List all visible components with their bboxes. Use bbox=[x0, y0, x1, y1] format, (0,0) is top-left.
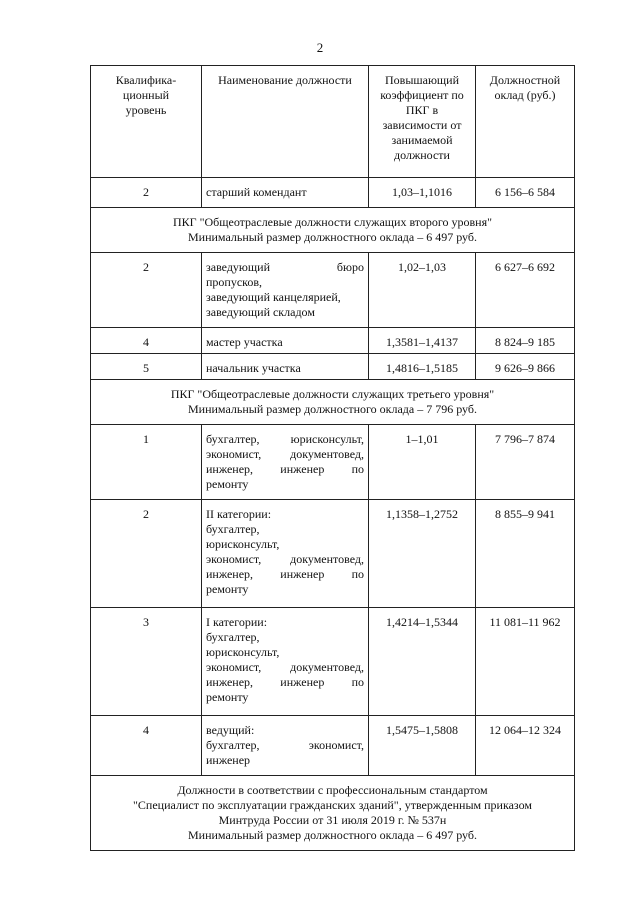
section-text-line: Минимальный размер должностного оклада – 7 796 руб. bbox=[188, 402, 477, 416]
table-row bbox=[91, 425, 575, 500]
header-text-line: ционный bbox=[122, 88, 170, 102]
table-row bbox=[91, 253, 575, 328]
header-text-line: уровень bbox=[125, 103, 167, 117]
qualification-level-cell: 2 bbox=[91, 253, 202, 328]
section-text-line: Минимальный размер должностного оклада – 6 497 руб. bbox=[188, 828, 477, 842]
section-text-line: Минимальный размер должностного оклада – 6 497 руб. bbox=[188, 230, 477, 244]
header-text-line: ПКГ в bbox=[405, 103, 439, 117]
header-qualification-level bbox=[91, 66, 202, 178]
position-name-line: начальник участка bbox=[206, 361, 301, 375]
table-row bbox=[91, 500, 575, 608]
salary-cell: 9 626–9 866 bbox=[476, 354, 575, 380]
position-name-line: инженер bbox=[206, 753, 251, 767]
position-name-line: экономист, документовед, bbox=[206, 447, 364, 461]
section-text-line: "Специалист по эксплуатации гражданских зданий", утвержденным приказом bbox=[133, 798, 532, 812]
salary-cell: 11 081–11 962 bbox=[476, 608, 575, 716]
position-name-line: бухгалтер, bbox=[206, 630, 260, 644]
position-name-cell bbox=[202, 178, 369, 208]
section-title bbox=[91, 208, 575, 253]
header-text-line: Квалифика- bbox=[115, 73, 177, 87]
qualification-level-cell: 4 bbox=[91, 328, 202, 354]
table-row bbox=[91, 354, 575, 380]
header-text-line: оклад (руб.) bbox=[494, 88, 556, 102]
position-name-line: заведующий бюро bbox=[206, 260, 364, 274]
position-name-cell bbox=[202, 608, 369, 716]
salary-cell: 6 156–6 584 bbox=[476, 178, 575, 208]
header-text-line: Повышающий bbox=[384, 73, 459, 87]
position-name-line: юрисконсульт, bbox=[206, 537, 280, 551]
position-name-line: экономист, документовед, bbox=[206, 552, 364, 566]
position-name-line: ремонту bbox=[206, 690, 249, 704]
coefficient-cell: 1,1358–1,2752 bbox=[369, 500, 476, 608]
salary-cell: 8 824–9 185 bbox=[476, 328, 575, 354]
position-name-line: экономист, документовед, bbox=[206, 660, 364, 674]
position-name-cell bbox=[202, 425, 369, 500]
position-name-cell bbox=[202, 253, 369, 328]
section-header-row bbox=[91, 776, 575, 851]
qualification-level-cell: 1 bbox=[91, 425, 202, 500]
header-coefficient bbox=[369, 66, 476, 178]
qualification-level-cell: 2 bbox=[91, 500, 202, 608]
header-text-line: занимаемой bbox=[391, 133, 453, 147]
salary-cell: 12 064–12 324 bbox=[476, 716, 575, 776]
header-text-line: зависимости от bbox=[382, 118, 462, 132]
coefficient-cell: 1,4214–1,5344 bbox=[369, 608, 476, 716]
salary-cell: 7 796–7 874 bbox=[476, 425, 575, 500]
position-name-line: заведующий складом bbox=[206, 305, 315, 319]
position-name-line: мастер участка bbox=[206, 335, 283, 349]
position-name-line: юрисконсульт, bbox=[206, 645, 280, 659]
position-name-line: инженер, инженер по bbox=[206, 462, 364, 476]
coefficient-cell: 1–1,01 bbox=[369, 425, 476, 500]
qualification-level-cell: 2 bbox=[91, 178, 202, 208]
table-row bbox=[91, 328, 575, 354]
salary-cell: 8 855–9 941 bbox=[476, 500, 575, 608]
salary-cell: 6 627–6 692 bbox=[476, 253, 575, 328]
table-header-row bbox=[91, 66, 575, 178]
table-row bbox=[91, 608, 575, 716]
section-text-line: Должности в соответствии с профессиональным стандартом bbox=[177, 783, 488, 797]
position-name-line: старший комендант bbox=[206, 185, 307, 199]
position-name-line: инженер, инженер по bbox=[206, 675, 364, 689]
section-header-row bbox=[91, 208, 575, 253]
section-title bbox=[91, 776, 575, 851]
coefficient-cell: 1,02–1,03 bbox=[369, 253, 476, 328]
header-salary bbox=[476, 66, 575, 178]
position-name-line: ремонту bbox=[206, 477, 249, 491]
section-text-line: ПКГ "Общеотраслевые должности служащих второго уровня" bbox=[172, 215, 493, 229]
salary-table-body bbox=[91, 66, 575, 851]
section-header-row bbox=[91, 380, 575, 425]
position-name-line: II категории: bbox=[206, 507, 272, 521]
position-name-cell bbox=[202, 716, 369, 776]
position-name-cell bbox=[202, 500, 369, 608]
section-text-line: ПКГ "Общеотраслевые должности служащих третьего уровня" bbox=[170, 387, 495, 401]
header-position-name bbox=[202, 66, 369, 178]
section-text-line: Минтруда России от 31 июля 2019 г. № 537н bbox=[218, 813, 447, 827]
qualification-level-cell: 4 bbox=[91, 716, 202, 776]
position-name-line: I категории: bbox=[206, 615, 268, 629]
position-name-line: ведущий: bbox=[206, 723, 255, 737]
position-name-cell bbox=[202, 328, 369, 354]
header-text-line: коэффициент по bbox=[380, 88, 464, 102]
position-name-line: бухгалтер, юрисконсульт, bbox=[206, 432, 364, 446]
table-row bbox=[91, 178, 575, 208]
header-text-line: должности bbox=[394, 148, 450, 162]
qualification-level-cell: 3 bbox=[91, 608, 202, 716]
page-number: 2 bbox=[316, 40, 324, 55]
coefficient-cell: 1,03–1,1016 bbox=[369, 178, 476, 208]
position-name-cell bbox=[202, 354, 369, 380]
coefficient-cell: 1,3581–1,4137 bbox=[369, 328, 476, 354]
position-name-line: инженер, инженер по bbox=[206, 567, 364, 581]
table-row bbox=[91, 716, 575, 776]
header-text-line: Должностной bbox=[489, 73, 561, 87]
coefficient-cell: 1,5475–1,5808 bbox=[369, 716, 476, 776]
section-title bbox=[91, 380, 575, 425]
position-name-line: бухгалтер, экономист, bbox=[206, 738, 364, 752]
position-name-line: пропусков, bbox=[206, 275, 263, 289]
position-name-line: бухгалтер, bbox=[206, 522, 260, 536]
salary-table bbox=[90, 65, 575, 851]
position-name-line: заведующий канцелярией, bbox=[206, 290, 341, 304]
position-name-line: ремонту bbox=[206, 582, 249, 596]
qualification-level-cell: 5 bbox=[91, 354, 202, 380]
header-text-line: Наименование должности bbox=[218, 73, 352, 87]
coefficient-cell: 1,4816–1,5185 bbox=[369, 354, 476, 380]
